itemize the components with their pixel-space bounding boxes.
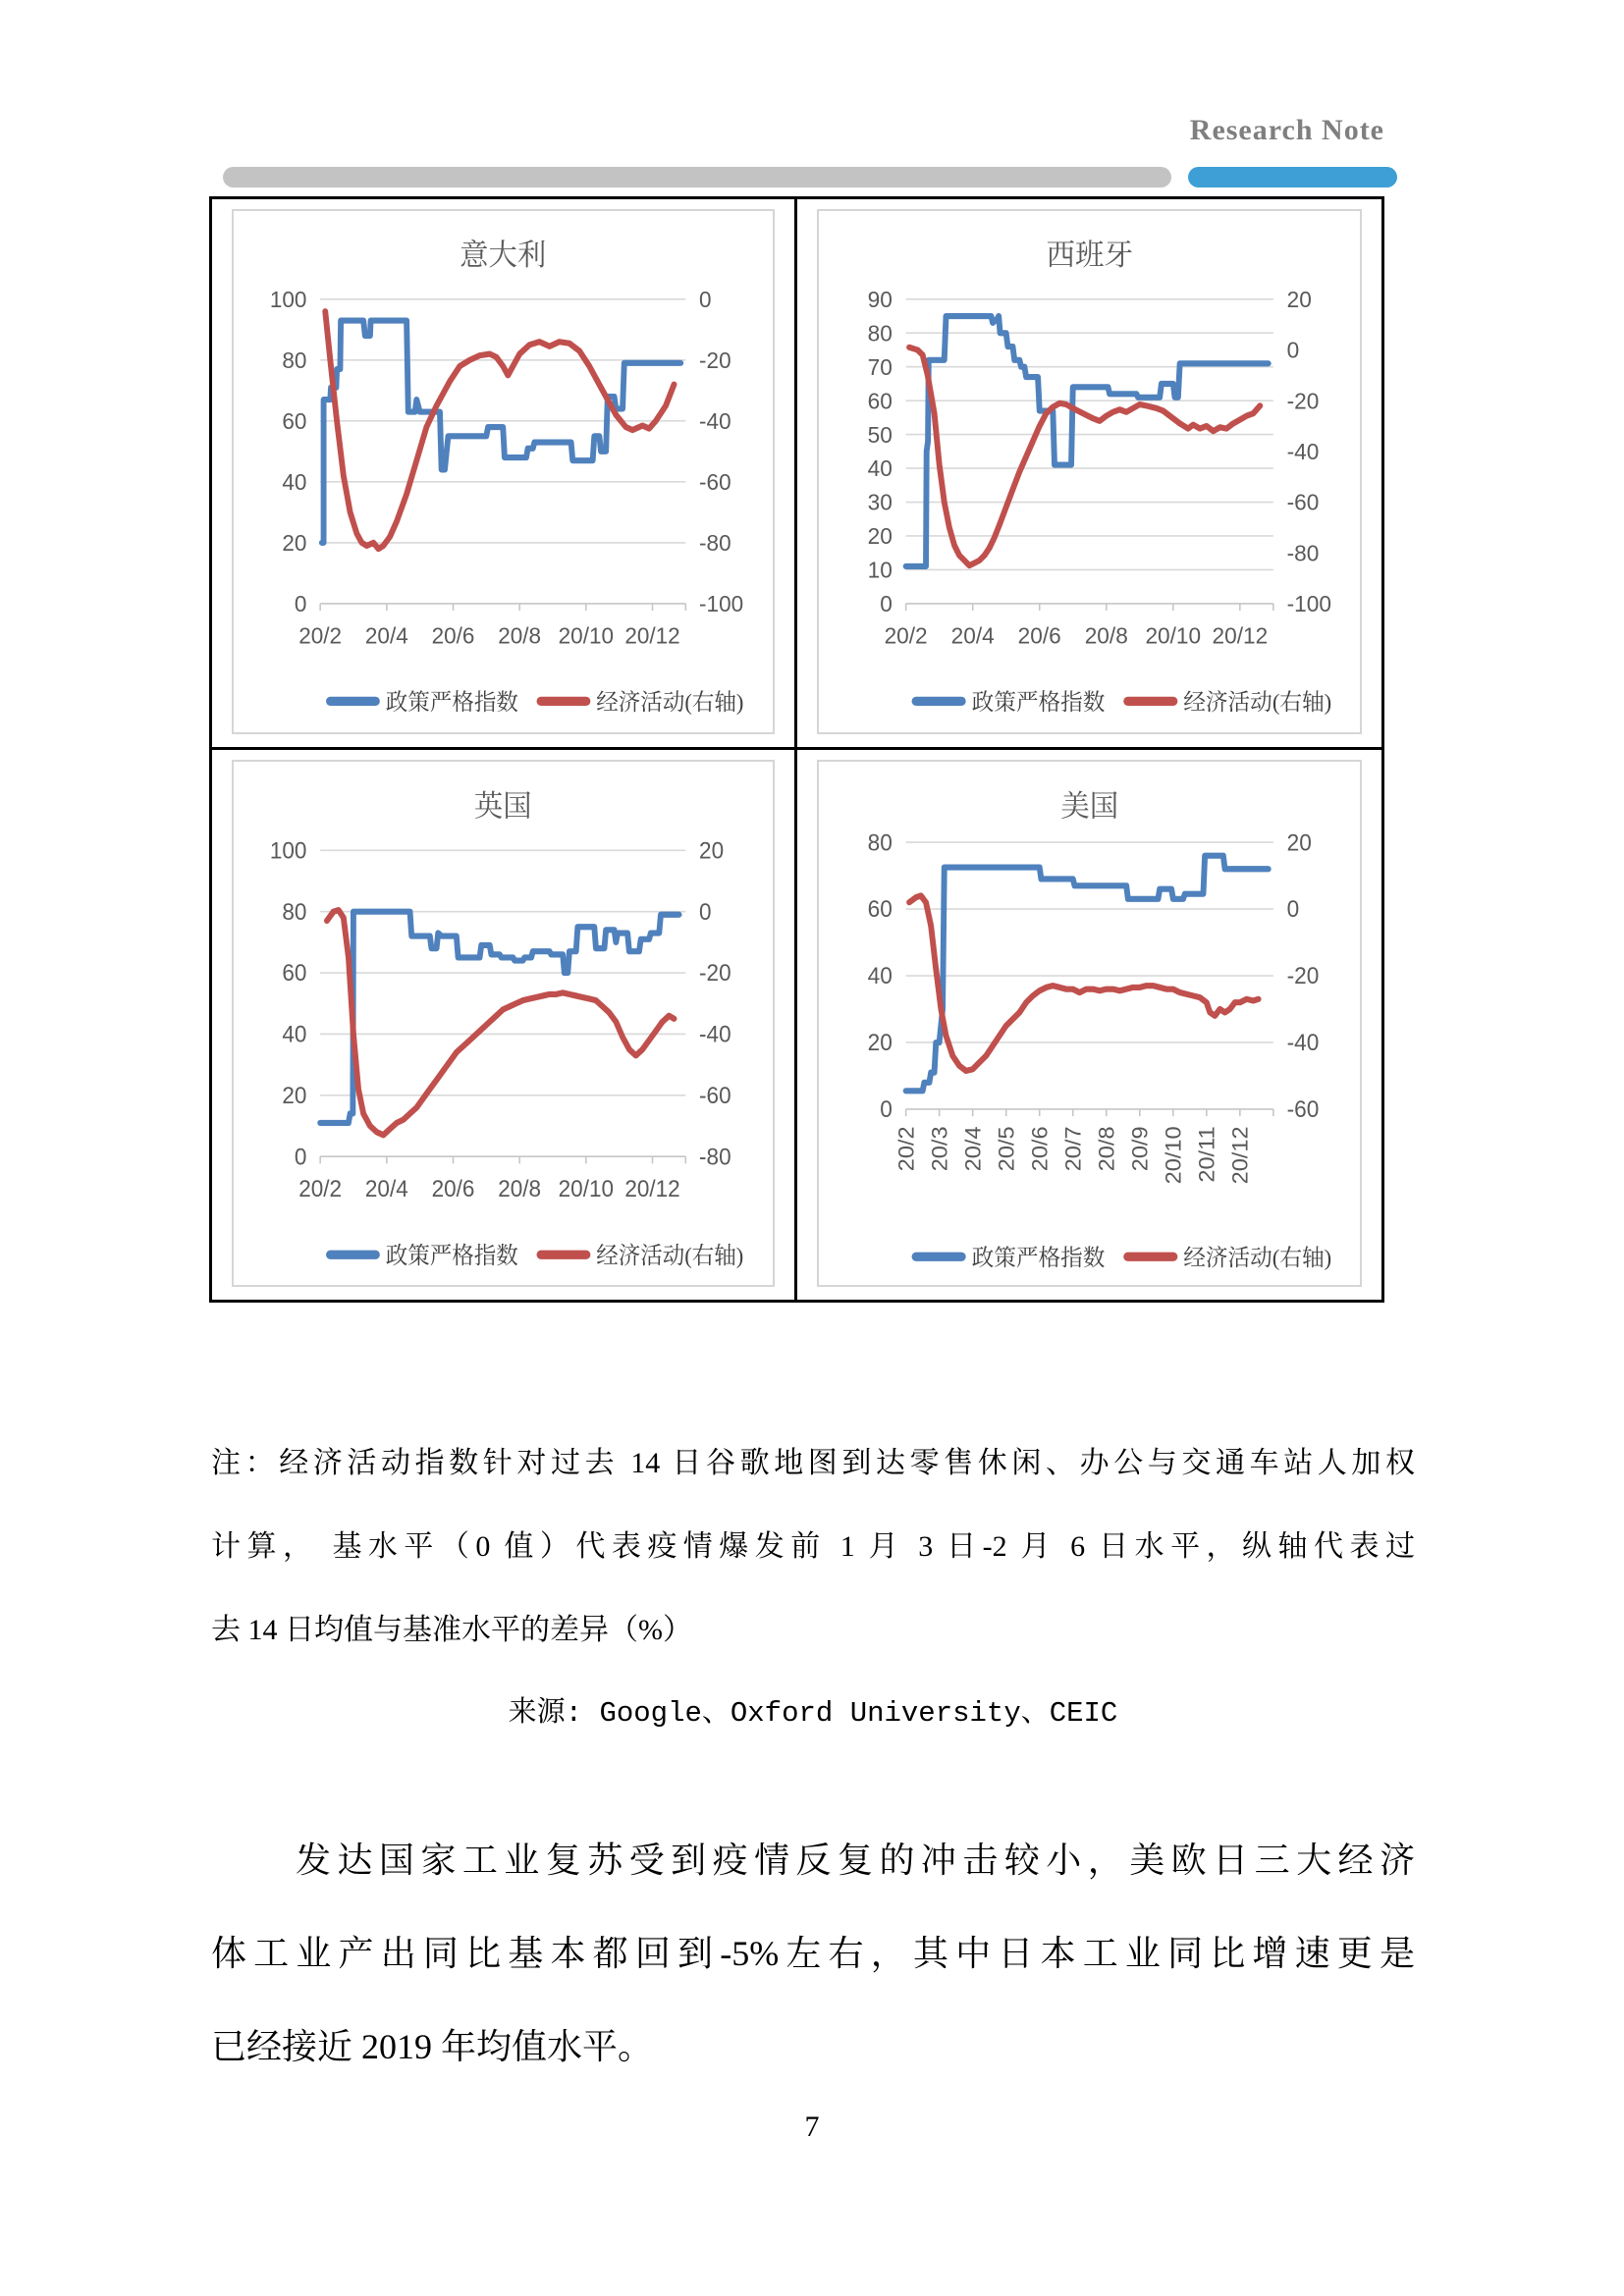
x-axis-label: 20/6 [431, 622, 475, 649]
x-axis-label: 20/12 [1212, 622, 1268, 649]
x-axis-label: 20/6 [431, 1175, 475, 1201]
right-axis-tick-label: -80 [1286, 540, 1319, 566]
left-axis-tick-label: 40 [282, 1020, 307, 1047]
left-axis-tick-label: 0 [879, 1095, 893, 1122]
legend-policy-swatch [326, 1250, 380, 1258]
legend-policy-label: 政策严格指数 [385, 689, 518, 716]
left-axis-tick-label: 20 [867, 522, 893, 550]
x-axis-label: 20/6 [1026, 1125, 1052, 1171]
right-axis-tick-label: -40 [1286, 438, 1319, 465]
left-axis-tick-label: 70 [867, 353, 893, 380]
chart-spain-svg [819, 211, 1361, 732]
x-axis-label: 20/4 [950, 622, 995, 649]
left-axis-tick-label: 80 [867, 828, 893, 855]
right-axis-tick-label: -100 [1286, 590, 1331, 617]
legend-policy-label: 政策严格指数 [971, 1245, 1105, 1271]
chart-cell-italy [212, 199, 797, 750]
legend-activity-label: 经济活动(右轴) [1182, 688, 1331, 716]
left-axis-tick-label: 60 [282, 407, 307, 435]
right-axis-tick-label: 20 [1286, 828, 1312, 855]
x-axis-label: 20/4 [364, 1175, 408, 1201]
chart-us-svg [819, 762, 1361, 1286]
header-gray-bar [223, 167, 1171, 187]
activity-line [909, 895, 1259, 1070]
x-axis-label: 20/5 [993, 1125, 1018, 1171]
x-axis-label: 20/10 [1144, 622, 1201, 649]
right-axis-tick-label: 0 [699, 897, 712, 925]
right-axis-tick-label: -100 [699, 590, 744, 617]
left-axis-tick-label: 20 [282, 529, 307, 557]
left-axis-tick-label: 20 [867, 1029, 893, 1055]
note-line: 计算， 基水平（0 值）代表疫情爆发前 1 月 3 日-2 月 6 日水平，纵轴代表过 [211, 1530, 1415, 1563]
left-axis-tick-label: 80 [282, 347, 307, 374]
legend-activity-swatch [1123, 1252, 1177, 1260]
chart-cell-us [797, 750, 1382, 1301]
header-blue-bar [1188, 167, 1397, 187]
left-axis-tick-label: 60 [867, 895, 893, 922]
legend-policy-swatch [326, 697, 380, 706]
right-axis-tick-label: -60 [699, 1082, 731, 1108]
chart-uk [232, 760, 775, 1288]
left-axis-tick-label: 90 [867, 286, 893, 313]
paragraph-line: 体工业产出同比基本都回到-5%左右，其中日本工业同比增速更是 [211, 1934, 1415, 1973]
chart-us [817, 760, 1363, 1288]
left-axis-tick-label: 40 [867, 454, 893, 482]
left-axis-tick-label: 60 [867, 387, 893, 414]
chart-italy [232, 209, 775, 734]
body-paragraph [211, 1814, 1415, 2094]
note-line: 注：经济活动指数针对过去 14 日谷歌地图到达零售休闲、办公与交通车站人加权 [211, 1447, 1415, 1479]
right-axis-tick-label: -20 [1286, 962, 1319, 988]
legend-policy-swatch [911, 1252, 965, 1260]
x-axis-label: 20/10 [1160, 1125, 1186, 1184]
x-axis-label: 20/12 [1226, 1125, 1253, 1184]
legend-policy-swatch [911, 697, 965, 706]
right-axis-tick-label: 0 [1286, 895, 1299, 922]
left-axis-tick-label: 0 [879, 590, 893, 617]
left-axis-tick-label: 0 [294, 590, 307, 617]
x-axis-label: 20/6 [1017, 622, 1061, 649]
figure-note [211, 1421, 1415, 1755]
chart-title: 西班牙 [1045, 238, 1133, 273]
right-axis-tick-label: 0 [699, 286, 712, 313]
x-axis-label: 20/8 [498, 622, 542, 649]
chart-title: 美国 [1059, 788, 1118, 824]
paragraph-line: 发达国家工业复苏受到疫情反复的冲击较小，美欧日三大经济 [296, 1841, 1415, 1880]
chart-italy-svg [234, 211, 773, 732]
x-axis-label: 20/9 [1126, 1125, 1153, 1171]
left-axis-tick-label: 100 [269, 836, 307, 864]
x-axis-label: 20/8 [498, 1175, 542, 1201]
right-axis-tick-label: -80 [699, 529, 731, 557]
left-axis-tick-label: 40 [282, 468, 307, 496]
chart-title: 意大利 [460, 239, 547, 273]
policy-line [320, 911, 678, 1122]
paragraph-line: 已经接近 2019 年均值水平。 [211, 2027, 654, 2066]
left-axis-tick-label: 10 [867, 557, 893, 583]
right-axis-tick-label: -60 [1286, 489, 1319, 515]
x-axis-label: 20/11 [1193, 1125, 1219, 1183]
legend-activity-label: 经济活动(右轴) [1182, 1245, 1331, 1271]
x-axis-label: 20/4 [364, 622, 408, 649]
activity-line [325, 311, 674, 549]
right-axis-tick-label: -60 [1286, 1095, 1319, 1122]
left-axis-tick-label: 80 [867, 320, 893, 347]
left-axis-tick-label: 0 [294, 1143, 307, 1169]
legend-activity-label: 经济活动(右轴) [596, 689, 744, 716]
left-axis-tick-label: 80 [282, 897, 307, 925]
x-axis-label: 20/2 [298, 622, 343, 649]
left-axis-tick-label: 100 [269, 286, 307, 313]
right-axis-tick-label: -20 [1286, 387, 1319, 414]
x-axis-label: 20/2 [893, 1125, 918, 1171]
policy-line [322, 321, 680, 543]
right-axis-tick-label: -40 [699, 1020, 731, 1047]
x-axis-label: 20/2 [884, 622, 928, 649]
x-axis-label: 20/4 [959, 1125, 985, 1171]
right-axis-tick-label: -80 [699, 1143, 731, 1169]
x-axis-label: 20/8 [1084, 622, 1128, 649]
legend-policy-label: 政策严格指数 [971, 688, 1105, 716]
chart-spain [817, 209, 1363, 734]
left-axis-tick-label: 40 [867, 962, 893, 988]
chart-cell-uk [212, 750, 797, 1301]
page-number: 7 [804, 2110, 820, 2143]
right-axis-tick-label: -20 [699, 347, 731, 374]
policy-line [905, 316, 1268, 566]
left-axis-tick-label: 20 [282, 1082, 307, 1108]
policy-line [905, 855, 1268, 1091]
right-axis-tick-label: 20 [699, 836, 725, 864]
activity-line [327, 910, 675, 1135]
x-axis-label: 20/12 [624, 622, 680, 649]
page-title: Research Note [1189, 114, 1384, 146]
chart-cell-spain [797, 199, 1382, 750]
activity-line [909, 347, 1260, 565]
legend-activity-swatch [537, 697, 591, 706]
x-axis-label: 20/8 [1093, 1125, 1119, 1171]
x-axis-label: 20/10 [558, 622, 615, 649]
left-axis-tick-label: 30 [867, 489, 893, 515]
legend-activity-label: 经济活动(右轴) [596, 1241, 744, 1268]
right-axis-tick-label: -20 [699, 959, 731, 986]
source-line: 来源: Google、Oxford University、CEIC [508, 1697, 1118, 1730]
x-axis-label: 20/2 [298, 1175, 343, 1201]
x-axis-label: 20/7 [1059, 1125, 1086, 1171]
left-axis-tick-label: 50 [867, 421, 893, 448]
legend-activity-swatch [537, 1250, 591, 1258]
chart-title: 英国 [473, 788, 532, 824]
x-axis-label: 20/3 [926, 1125, 951, 1171]
legend-activity-swatch [1123, 697, 1177, 706]
right-axis-tick-label: -40 [1286, 1029, 1319, 1055]
x-axis-label: 20/12 [624, 1175, 680, 1201]
right-axis-tick-label: 20 [1286, 286, 1312, 313]
left-axis-tick-label: 60 [282, 959, 307, 986]
right-axis-tick-label: -60 [699, 468, 731, 496]
right-axis-tick-label: 0 [1286, 337, 1299, 363]
x-axis-label: 20/10 [558, 1175, 615, 1201]
note-line: 去 14 日均值与基准水平的差异（%） [211, 1614, 692, 1646]
legend-policy-label: 政策严格指数 [385, 1241, 518, 1268]
charts-grid [209, 196, 1384, 1303]
chart-uk-svg [234, 762, 773, 1286]
right-axis-tick-label: -40 [699, 407, 731, 435]
